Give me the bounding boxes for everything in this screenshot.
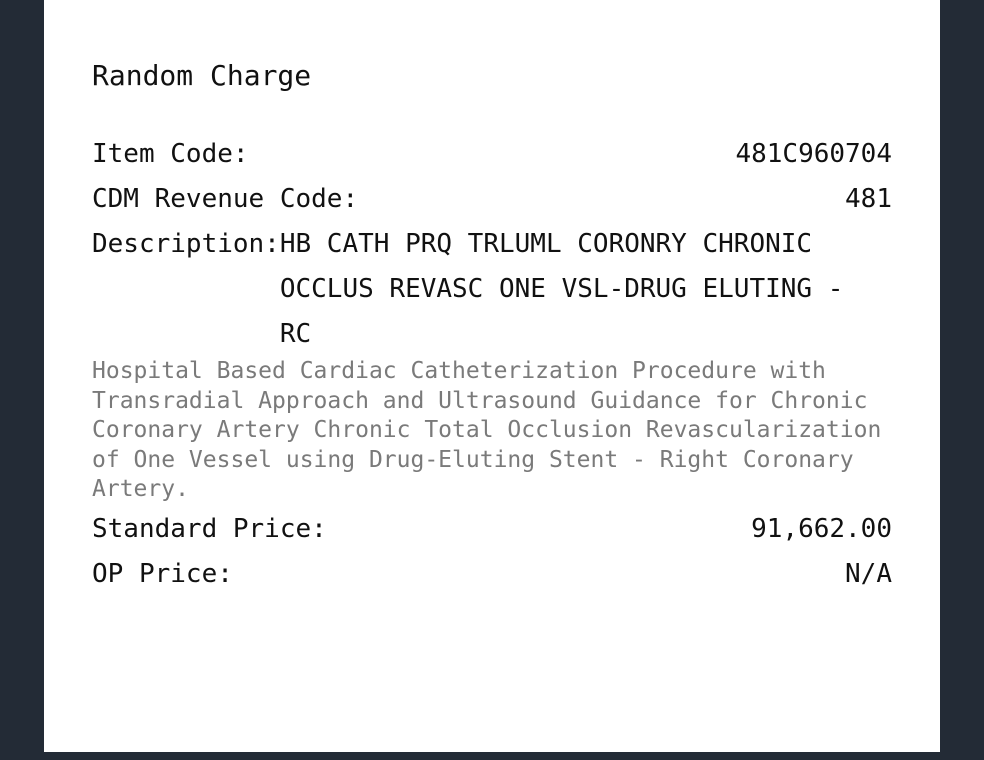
cdm-revenue-code-label: CDM Revenue Code: — [92, 184, 359, 214]
charge-card — [44, 0, 940, 752]
op-price-value: N/A — [845, 558, 892, 589]
item-code-row — [92, 132, 892, 177]
cdm-revenue-code-value: 481 — [845, 184, 892, 214]
description-value: HB CATH PRQ TRLUML CORONRY CHRONIC OCCLUS REVASC ONE VSL-DRUG ELUTING - RC — [279, 229, 844, 349]
description-row — [92, 222, 892, 357]
item-code-value: 481C960704 — [735, 139, 892, 169]
standard-price-row — [92, 507, 892, 552]
standard-price-label: Standard Price: — [92, 513, 327, 544]
card-title: Random Charge — [92, 59, 312, 92]
op-price-row — [92, 552, 892, 597]
op-price-label: OP Price: — [92, 558, 233, 589]
cdm-revenue-code-row — [92, 177, 892, 222]
standard-price-value: 91,662.00 — [751, 513, 892, 544]
description-label: Description: — [92, 229, 280, 259]
item-code-label: Item Code: — [92, 139, 249, 169]
long-description: Hospital Based Cardiac Catheterization Procedure with Transradial Approach and Ultrasound Guidance for Chronic Coronary Artery Chronic Total Occlusion Revascularization of One Vessel using Drug-Eluting Stent - Right Coronary Artery. — [92, 358, 882, 502]
